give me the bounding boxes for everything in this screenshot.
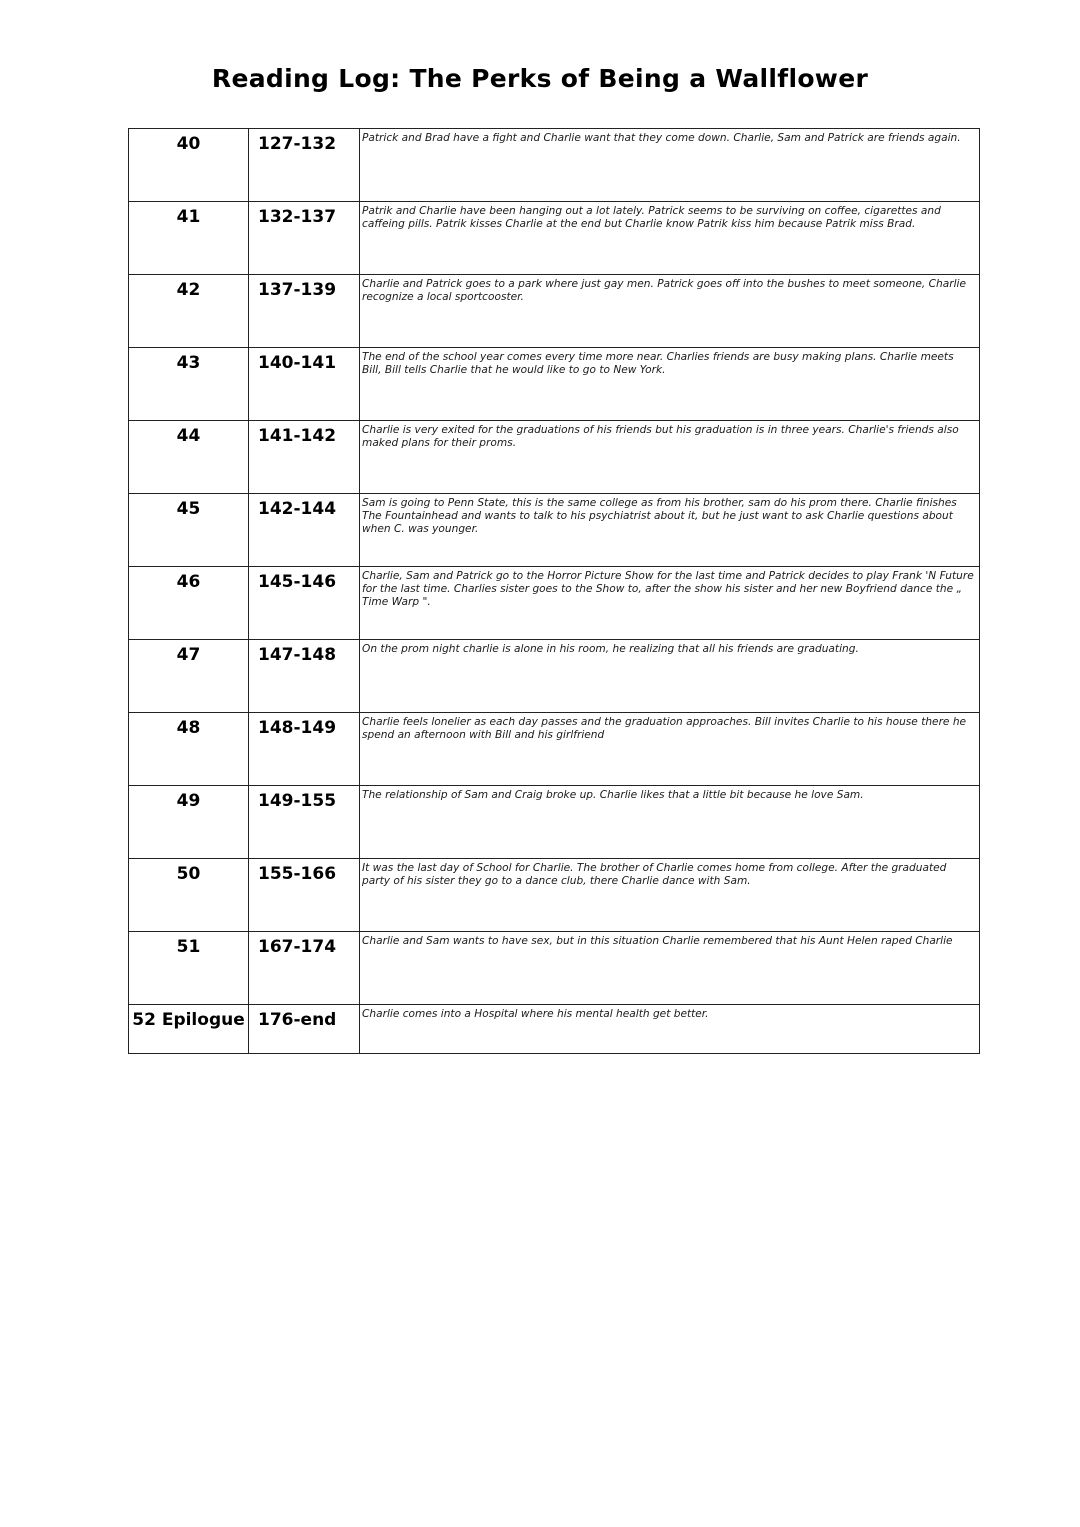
page-range: 137-139 (258, 280, 337, 300)
chapter-number: 42 (176, 280, 201, 300)
chapter-number: 41 (176, 207, 201, 227)
chapter-number: 45 (176, 499, 201, 519)
summary-cell (360, 202, 980, 275)
chapter-cell (129, 275, 249, 348)
summary-text: Charlie and Patrick goes to a park where just gay men. Patrick goes off into the bushes to meet someone, Charlie recognize a local sportcooster. (362, 278, 966, 303)
pages-cell (249, 1005, 360, 1054)
page-range: 142-144 (258, 499, 337, 519)
chapter-cell (129, 640, 249, 713)
summary-text: Charlie is very exited for the graduations of his friends but his graduation is in three years. Charlie's friends also maked plans for their proms. (362, 424, 959, 449)
page-range: 140-141 (258, 353, 337, 373)
table-row (129, 129, 980, 202)
chapter-cell (129, 202, 249, 275)
summary-cell (360, 713, 980, 786)
summary-cell (360, 567, 980, 640)
table-row (129, 713, 980, 786)
summary-cell (360, 1005, 980, 1054)
table-row (129, 348, 980, 421)
summary-text: Charlie and Sam wants to have sex, but in this situation Charlie remembered that his Aunt Helen raped Charlie (362, 935, 953, 947)
chapter-number: 50 (176, 864, 201, 884)
chapter-cell (129, 494, 249, 567)
summary-cell (360, 859, 980, 932)
chapter-number: 51 (176, 937, 201, 957)
pages-cell (249, 129, 360, 202)
summary-cell (360, 129, 980, 202)
pages-cell (249, 494, 360, 567)
summary-cell (360, 421, 980, 494)
summary-text: The end of the school year comes every time more near. Charlies friends are busy making plans. Charlie meets Bill, Bill tells Charlie that he would like to go to New York. (362, 351, 954, 376)
table-row (129, 421, 980, 494)
table-row (129, 1005, 980, 1054)
pages-cell (249, 421, 360, 494)
page-range: 148-149 (258, 718, 337, 738)
summary-text: Charlie, Sam and Patrick go to the Horror Picture Show for the last time and Patrick decides to play Frank 'N Future for the last time. Charlies sister goes to the Show to, after the show his sister and her new Boyfriend dance the „ Time Warp ". (362, 570, 974, 608)
summary-text: On the prom night charlie is alone in his room, he realizing that all his friends are graduating. (362, 643, 859, 655)
chapter-number: 44 (176, 426, 201, 446)
chapter-number: 43 (176, 353, 201, 373)
page-range: 145-146 (258, 572, 337, 592)
page-range: 132-137 (258, 207, 337, 227)
table-row (129, 932, 980, 1005)
chapter-cell (129, 859, 249, 932)
summary-cell (360, 275, 980, 348)
table-row (129, 859, 980, 932)
summary-text: It was the last day of School for Charlie. The brother of Charlie comes home from college. After the graduated party of his sister they go to a dance club, there Charlie dance with Sam. (362, 862, 947, 887)
summary-cell (360, 494, 980, 567)
summary-cell (360, 932, 980, 1005)
chapter-cell (129, 786, 249, 859)
summary-cell (360, 348, 980, 421)
chapter-cell (129, 1005, 249, 1054)
pages-cell (249, 275, 360, 348)
chapter-cell (129, 129, 249, 202)
table-row (129, 202, 980, 275)
summary-text: Patrik and Charlie have been hanging out a lot lately. Patrick seems to be surviving on coffee, cigarettes and caffeing pills. Patrik kisses Charlie at the end but Charlie know Patrik kiss him because Patrik miss Brad. (362, 205, 941, 230)
pages-cell (249, 640, 360, 713)
chapter-cell (129, 932, 249, 1005)
pages-cell (249, 859, 360, 932)
summary-text: Charlie feels lonelier as each day passes and the graduation approaches. Bill invites Charlie to his house there he spend an afternoon with Bill and his girlfriend (362, 716, 967, 741)
pages-cell (249, 348, 360, 421)
reading-log-table (128, 128, 980, 1054)
table-row (129, 786, 980, 859)
chapter-number: 52 Epilogue (132, 1010, 245, 1030)
chapter-cell (129, 421, 249, 494)
summary-text: Charlie comes into a Hospital where his mental health get better. (362, 1008, 709, 1020)
chapter-number: 40 (176, 134, 201, 154)
page-range: 149-155 (258, 791, 337, 811)
chapter-number: 46 (176, 572, 201, 592)
summary-cell (360, 640, 980, 713)
pages-cell (249, 713, 360, 786)
summary-text: The relationship of Sam and Craig broke up. Charlie likes that a little bit because he love Sam. (362, 789, 864, 801)
page-range: 141-142 (258, 426, 337, 446)
page-range: 147-148 (258, 645, 337, 665)
table-row (129, 494, 980, 567)
pages-cell (249, 567, 360, 640)
pages-cell (249, 202, 360, 275)
pages-cell (249, 786, 360, 859)
table-row (129, 640, 980, 713)
chapter-number: 48 (176, 718, 201, 738)
page-range: 176-end (258, 1010, 337, 1030)
summary-text: Patrick and Brad have a fight and Charlie want that they come down. Charlie, Sam and Patrick are friends again. (362, 132, 961, 144)
pages-cell (249, 932, 360, 1005)
page-range: 127-132 (258, 134, 337, 154)
summary-text: Sam is going to Penn State, this is the same college as from his brother, sam do his prom there. Charlie finishes The Fountainhead and wants to talk to his psychiatrist about it, but he just want to ask Charlie questions about when C. was younger. (362, 497, 957, 535)
chapter-cell (129, 348, 249, 421)
page-range: 155-166 (258, 864, 337, 884)
summary-cell (360, 786, 980, 859)
page-title: Reading Log: The Perks of Being a Wallflower (211, 64, 869, 93)
table-row (129, 567, 980, 640)
chapter-number: 47 (176, 645, 201, 665)
page-range: 167-174 (258, 937, 337, 957)
chapter-cell (129, 567, 249, 640)
chapter-number: 49 (176, 791, 201, 811)
table-row (129, 275, 980, 348)
chapter-cell (129, 713, 249, 786)
